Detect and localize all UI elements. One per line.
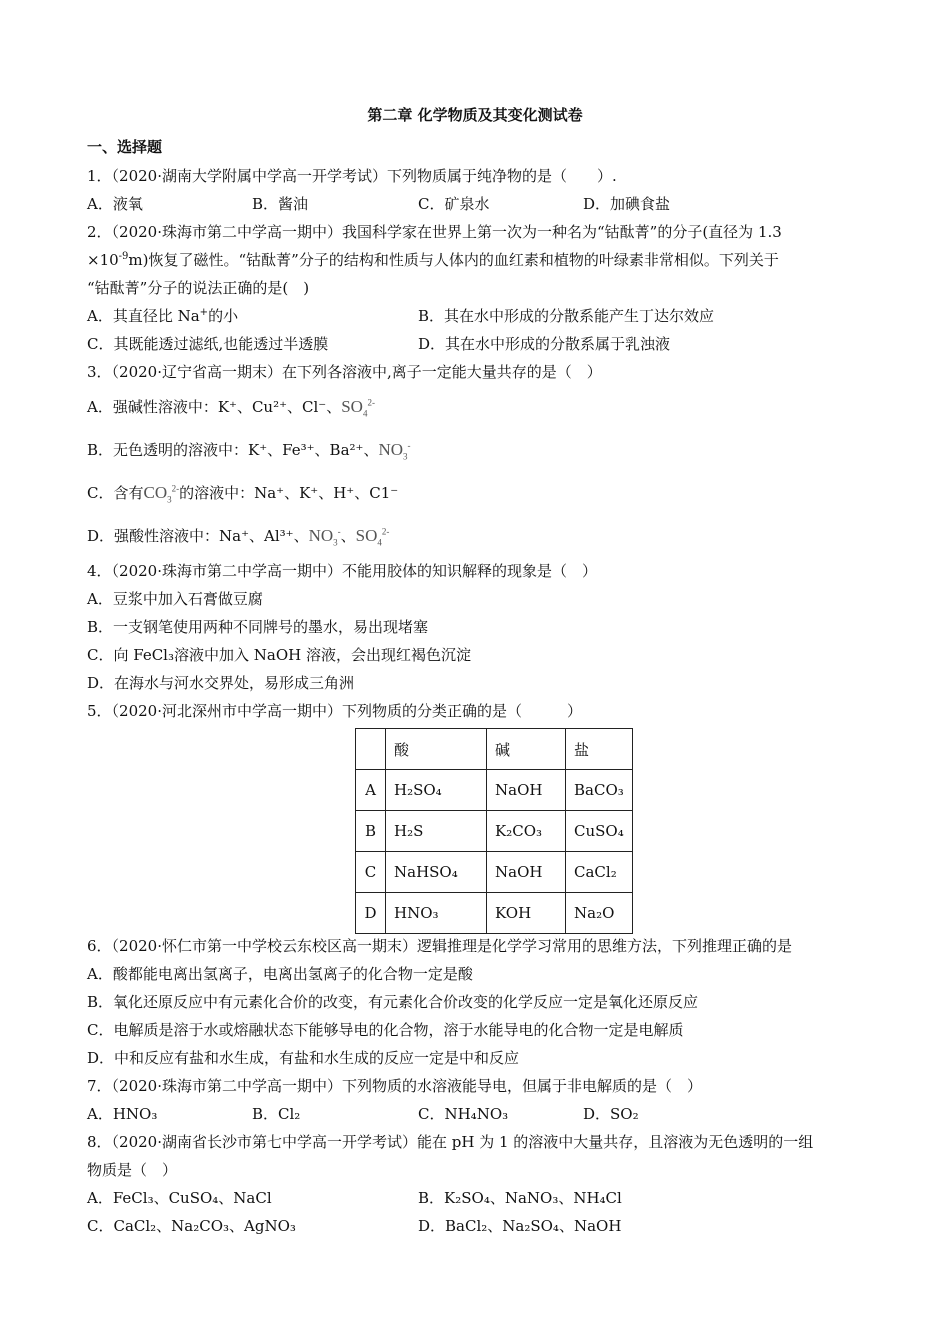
table-cell: A [356, 770, 386, 811]
q3-c-tail: 的溶液中：Na⁺、K⁺、H⁺、C1⁻ [179, 484, 399, 502]
ion-symbol: NO [308, 526, 334, 545]
q2-exponent: -9 [118, 251, 129, 262]
q2-option-a [87, 306, 238, 326]
q2-a-sup: + [199, 307, 209, 318]
table-header-cell: 碱 [487, 729, 566, 770]
q1-option-b: B．酱油 [252, 195, 309, 213]
q3-d-sep: 、 [340, 527, 356, 545]
q7-stem: 7．（2020·珠海市第二中学高一期中）下列物质的水溶液能导电，但属于非电解质的是（ ） [87, 1077, 702, 1095]
q1-option-c: C．矿泉水 [418, 195, 490, 213]
ion-sub: 3 [403, 451, 408, 462]
table-cell: Na₂O [566, 893, 633, 934]
table-cell: KOH [487, 893, 566, 934]
section-heading: 一、选择题 [87, 138, 163, 156]
nitrate-ion [378, 440, 411, 462]
table-cell: K₂CO₃ [487, 811, 566, 852]
q8-stem-line2: 物质是（ ） [87, 1161, 178, 1179]
table-header-cell [356, 729, 386, 770]
sulfate-ion [341, 397, 375, 419]
ion-symbol: SO [341, 397, 363, 416]
q8-stem-line1: 8．（2020·湖南省长沙市第七中学高一开学考试）能在 pH 为 1 的溶液中大量共存，且溶液为无色透明的一组 [87, 1133, 814, 1151]
q3-d-text: D．强酸性溶液中：Na⁺、Al³⁺、 [87, 527, 309, 545]
q7-option-b: B．Cl₂ [252, 1105, 301, 1123]
ion-sup: 2- [381, 526, 390, 537]
q7-option-d: D．SO₂ [583, 1105, 639, 1123]
table-cell: CaCl₂ [566, 852, 633, 893]
q2-a-tail: 的小 [208, 307, 239, 325]
q2-stem2a: ×10 [87, 251, 119, 269]
q8-option-d: D．BaCl₂、Na₂SO₄、NaOH [418, 1217, 622, 1235]
q3-stem: 3．（2020·辽宁省高一期末）在下列各溶液中,离子一定能大量共存的是（ ） [87, 363, 602, 381]
ion-symbol: NO [378, 440, 404, 459]
q1-option-d: D．加碘食盐 [583, 195, 671, 213]
q2-option-d: D．其在水中形成的分散系属于乳浊液 [418, 335, 671, 353]
q4-option-c: C．向 FeCl₃溶液中加入 NaOH 溶液，会出现红褐色沉淀 [87, 646, 471, 664]
ion-sub: 3 [167, 494, 172, 505]
q8-option-c: C．CaCl₂、Na₂CO₃、AgNO₃ [87, 1217, 296, 1235]
ion-symbol: SO [355, 526, 378, 545]
q6-option-a: A．酸都能电离出氢离子，电离出氢离子的化合物一定是酸 [87, 965, 473, 983]
q3-option-c [87, 483, 398, 503]
table-cell: H₂S [386, 811, 487, 852]
ion-sup: 2- [171, 483, 180, 494]
q3-option-b [87, 440, 411, 460]
q3-a-text: A．强碱性溶液中：K⁺、Cu²⁺、Cl⁻、 [87, 398, 342, 416]
q7-option-c: C．NH₄NO₃ [418, 1105, 509, 1123]
q7-option-a: A．HNO₃ [87, 1105, 158, 1123]
table-header-cell: 盐 [566, 729, 633, 770]
ion-sup: - [337, 526, 341, 537]
q3-option-a [87, 397, 375, 417]
nitrate-ion [308, 526, 341, 548]
classification-table [355, 728, 633, 934]
table-row [356, 811, 633, 852]
q2-stem-line1: 2．（2020·珠海市第二中学高一期中）我国科学家在世界上第一次为一种名为“钴酞菁”的分子(直径为 1.3 [87, 223, 782, 241]
ion-sup: 2- [367, 397, 375, 408]
table-row [356, 770, 633, 811]
q2-stem2b: m)恢复了磁性。“钴酞菁”分子的结构和性质与人体内的血红素和植物的叶绿素非常相似。下列关于 [128, 251, 779, 269]
q1-option-a: A．液氧 [87, 195, 143, 213]
table-cell: D [356, 893, 386, 934]
q1-stem: 1．（2020·湖南大学附属中学高一开学考试）下列物质属于纯净物的是（ ）. [87, 167, 617, 185]
q6-option-d: D．中和反应有盐和水生成，有盐和水生成的反应一定是中和反应 [87, 1049, 520, 1067]
q2-a-text: A．其直径比 Na [87, 307, 200, 325]
q4-stem: 4．（2020·珠海市第二中学高一期中）不能用胶体的知识解释的现象是（ ） [87, 562, 597, 580]
page-title: 第二章 化学物质及其变化测试卷 [367, 106, 583, 124]
table-cell: NaOH [487, 770, 566, 811]
q3-b-text: B．无色透明的溶液中：K⁺、Fe³⁺、Ba²⁺、 [87, 441, 379, 459]
table-cell: BaCO₃ [566, 770, 633, 811]
q4-option-a: A．豆浆中加入石膏做豆腐 [87, 590, 263, 608]
ion-sup: - [407, 440, 411, 451]
table-cell: B [356, 811, 386, 852]
table-cell: HNO₃ [386, 893, 487, 934]
table-row [356, 852, 633, 893]
q4-option-b: B．一支钢笔使用两种不同牌号的墨水，易出现堵塞 [87, 618, 429, 636]
table-cell: CuSO₄ [566, 811, 633, 852]
q6-option-c: C．电解质是溶于水或熔融状态下能够导电的化合物，溶于水能导电的化合物一定是电解质 [87, 1021, 684, 1039]
table-cell: H₂SO₄ [386, 770, 487, 811]
table-header-row [356, 729, 633, 770]
q2-option-b: B．其在水中形成的分散系能产生丁达尔效应 [418, 307, 715, 325]
q5-stem: 5．（2020·河北深州市中学高一期中）下列物质的分类正确的是（ ） [87, 702, 582, 720]
ion-sub: 4 [362, 408, 368, 419]
q2-stem-line3: “钴酞菁”分子的说法正确的是( ) [87, 279, 310, 297]
table-row [356, 893, 633, 934]
q6-option-b: B．氧化还原反应中有元素化合价的改变，有元素化合价改变的化学反应一定是氧化还原反应 [87, 993, 699, 1011]
q6-stem: 6．（2020·怀仁市第一中学校云东校区高一期末）逻辑推理是化学学习常用的思维方法，下列推理正确的是 [87, 937, 792, 955]
carbonate-ion [143, 483, 180, 505]
q2-option-c: C．其既能透过滤纸,也能透过半透膜 [87, 335, 329, 353]
q3-c-text: C．含有 [87, 484, 144, 502]
q8-option-a: A．FeCl₃、CuSO₄、NaCl [87, 1189, 272, 1207]
sulfate-ion [355, 526, 390, 548]
q3-option-d [87, 526, 389, 546]
ion-symbol: CO [143, 483, 168, 502]
ion-sub: 4 [377, 537, 382, 548]
ion-sub: 3 [333, 537, 338, 548]
table-header-cell: 酸 [386, 729, 487, 770]
table-cell: NaHSO₄ [386, 852, 487, 893]
table-cell: NaOH [487, 852, 566, 893]
q8-option-b: B．K₂SO₄、NaNO₃、NH₄Cl [418, 1189, 622, 1207]
q4-option-d: D．在海水与河水交界处，易形成三角洲 [87, 674, 355, 692]
q2-stem-line2 [87, 250, 779, 270]
table-cell: C [356, 852, 386, 893]
